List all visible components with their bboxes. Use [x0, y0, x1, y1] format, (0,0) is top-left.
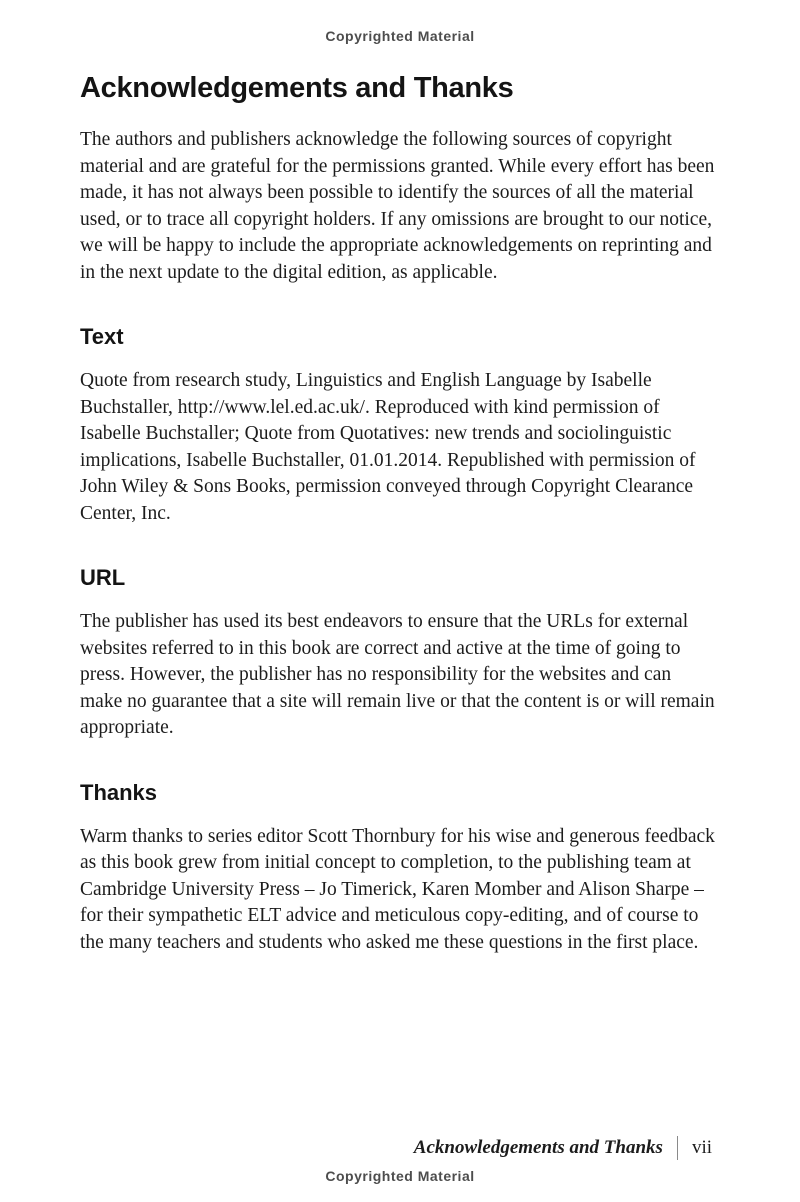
section-thanks [80, 780, 716, 957]
page-title: Acknowledgements and Thanks [80, 72, 514, 104]
section-text [80, 324, 716, 527]
page-content [80, 72, 716, 956]
footer-divider [677, 1136, 678, 1160]
section-url [80, 565, 716, 742]
section-heading-url: URL [80, 565, 126, 590]
page-footer [414, 1136, 712, 1160]
intro-paragraph: The authors and publishers acknowledge the following sources of copyright material and are grateful for the permissions granted. While every effort has been made, it has not always been possible to identify the sources of all the material used, or to trace all copyright holders. If any omissions are brought to our notice, we will be happy to include the appropriate acknowledgements on reprinting and in the next update to the digital edition, as applicable. [80, 129, 715, 283]
copyrighted-material-notice-top: Copyrighted Material [325, 28, 475, 44]
section-heading-thanks: Thanks [80, 779, 158, 805]
footer-page-number: vii [691, 1137, 712, 1158]
copyrighted-material-notice-bottom: Copyrighted Material [325, 1168, 475, 1184]
footer-running-title: Acknowledgements and Thanks [413, 1137, 663, 1158]
section-body-text: Quote from research study, Linguistics and English Language by Isabelle Buchstaller, http://www.lel.ed.ac.uk/. Reproduced with kind permission of Isabelle Buchstaller; Quote from Quotatives: new trends and sociolinguistic implications, Isabelle Buchstaller, 01.01.2014. Republished with permission of John Wiley & Sons Books, permission conveyed through Copyright Clearance Center, Inc. [80, 370, 696, 524]
section-heading-text: Text [80, 324, 124, 349]
section-body-thanks: Warm thanks to series editor Scott Thornbury for his wise and generous feedback as this book grew from initial concept to completion, to the publishing team at Cambridge University Press – Jo Timerick, Karen Momber and Alison Sharpe – for their sympathetic ELT advice and meticulous copy-editing, and of course to the many teachers and students who asked me these questions in the first place. [80, 825, 715, 953]
section-body-url: The publisher has used its best endeavors to ensure that the URLs for external websites referred to in this book are correct and active at the time of going to press. However, the publisher has no responsibility for the websites and can make no guarantee that a site will remain live or that the content is or will remain appropriate. [80, 611, 715, 738]
